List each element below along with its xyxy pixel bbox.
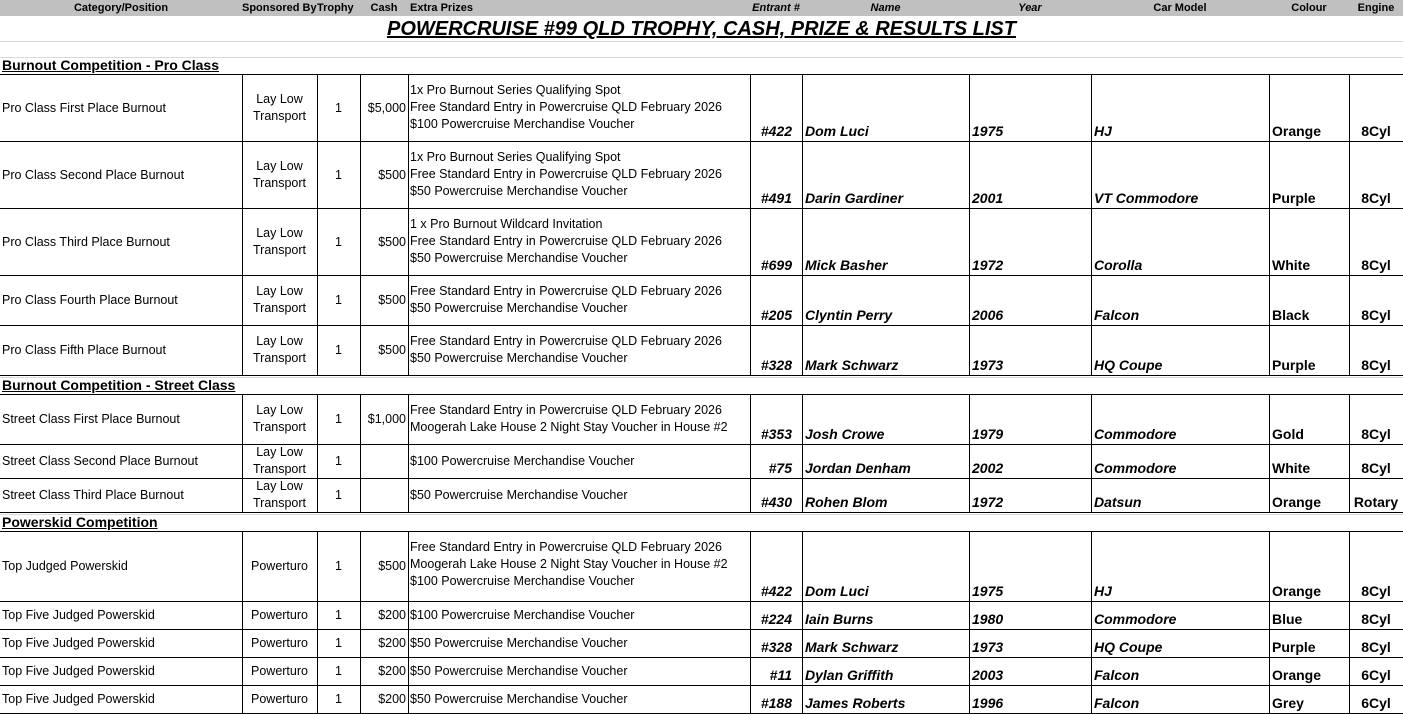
car-year[interactable]: 1972 <box>972 257 1004 273</box>
header-sponsor[interactable]: Sponsored By <box>242 2 317 14</box>
car-colour[interactable]: Black <box>1272 307 1310 323</box>
category-cell[interactable]: Pro Class First Place Burnout <box>2 100 166 115</box>
grid-line <box>0 41 1403 42</box>
entrant-name[interactable]: Mark Schwarz <box>805 639 899 655</box>
column-border <box>317 74 318 375</box>
sponsor-line-2[interactable]: Transport <box>252 108 307 123</box>
sponsor-cell[interactable]: Powerturo <box>251 692 308 706</box>
column-border <box>1269 394 1270 512</box>
extra-prize-line[interactable]: Free Standard Entry in Powercruise QLD February 2026 <box>410 403 722 417</box>
sponsor-line-1[interactable]: Lay Low <box>256 479 303 493</box>
extra-prize-line[interactable]: Moogerah Lake House 2 Night Stay Voucher in House #2 <box>410 557 728 571</box>
header-extra-prizes[interactable]: Extra Prizes <box>408 0 750 16</box>
engine-type[interactable]: 6Cyl <box>1361 695 1391 711</box>
column-border <box>802 394 803 512</box>
column-border <box>750 74 751 375</box>
car-model[interactable]: Falcon <box>1094 307 1140 323</box>
car-model[interactable]: VT Commodore <box>1094 190 1199 206</box>
car-model[interactable]: HQ Coupe <box>1094 639 1163 655</box>
sponsor-line-1[interactable]: Lay Low <box>256 225 303 240</box>
sponsor-line-1[interactable]: Lay Low <box>256 158 303 173</box>
column-border <box>1269 74 1270 375</box>
column-border <box>802 74 803 375</box>
entrant-number[interactable]: #699 <box>760 257 792 273</box>
entrant-number[interactable]: #328 <box>760 639 792 655</box>
column-border <box>969 394 970 512</box>
row-border <box>0 685 1403 686</box>
entrant-name[interactable]: Dylan Griffith <box>805 667 894 683</box>
row-border <box>0 394 1403 395</box>
entrant-number[interactable]: #491 <box>760 190 792 206</box>
cash-cell[interactable]: $200 <box>378 692 406 706</box>
trophy-cell[interactable]: 1 <box>335 167 342 182</box>
entrant-number[interactable]: #11 <box>769 667 792 683</box>
sponsor-cell[interactable]: Powerturo <box>251 559 308 573</box>
trophy-cell[interactable]: 1 <box>335 692 342 706</box>
car-colour[interactable]: White <box>1272 257 1311 273</box>
trophy-cell[interactable]: 1 <box>335 293 342 307</box>
row-border <box>0 325 1403 326</box>
entrant-number[interactable]: #430 <box>760 494 792 510</box>
header-colour[interactable]: Colour <box>1269 0 1349 16</box>
entrant-number[interactable]: #188 <box>760 695 792 711</box>
entrant-name[interactable]: Iain Burns <box>805 611 874 627</box>
extra-prize-line[interactable]: $50 Powercruise Merchandise Voucher <box>410 301 628 315</box>
engine-type[interactable]: 8Cyl <box>1361 426 1391 442</box>
sponsor-line-2[interactable]: Transport <box>252 462 307 476</box>
car-year[interactable]: 1975 <box>972 123 1004 139</box>
grid-line <box>0 514 1403 515</box>
row-border <box>0 141 1403 142</box>
header-year[interactable]: Year <box>969 0 1091 16</box>
sponsor-line-2[interactable]: Transport <box>252 420 307 434</box>
row-border <box>0 375 1403 376</box>
sponsor-cell[interactable]: Powerturo <box>251 636 308 650</box>
cash-cell[interactable]: $500 <box>378 234 406 249</box>
cash-cell[interactable]: $1,000 <box>367 412 406 426</box>
sponsor-cell[interactable]: Powerturo <box>251 608 308 622</box>
trophy-cell[interactable]: 1 <box>335 488 342 502</box>
trophy-cell[interactable]: 1 <box>335 234 342 249</box>
car-year[interactable]: 2001 <box>972 190 1004 206</box>
header-entrant[interactable]: Entrant # <box>750 0 802 16</box>
trophy-cell[interactable]: 1 <box>335 454 342 468</box>
car-model[interactable]: Datsun <box>1094 494 1142 510</box>
header-engine[interactable]: Engine <box>1349 0 1403 16</box>
car-colour[interactable]: Orange <box>1272 667 1322 683</box>
cash-cell[interactable]: $500 <box>378 559 406 573</box>
header-name[interactable]: Name <box>802 0 969 16</box>
car-year[interactable]: 2003 <box>972 667 1004 683</box>
sponsor-line-1[interactable]: Lay Low <box>256 403 303 417</box>
entrant-number[interactable]: #224 <box>760 611 792 627</box>
sponsor-line-2[interactable]: Transport <box>252 242 307 257</box>
car-model[interactable]: Corolla <box>1094 257 1143 273</box>
column-border <box>360 74 361 375</box>
extra-prize-line[interactable]: $50 Powercruise Merchandise Voucher <box>410 692 628 706</box>
sponsor-line-2[interactable]: Transport <box>252 351 307 365</box>
extra-prize-line[interactable]: Moogerah Lake House 2 Night Stay Voucher in House #2 <box>410 420 728 434</box>
section-pro-class: Burnout Competition - Pro Class <box>2 57 219 73</box>
row-border <box>0 208 1403 209</box>
cash-cell[interactable]: $200 <box>378 636 406 650</box>
column-border <box>969 74 970 375</box>
category-cell[interactable]: Street Class First Place Burnout <box>2 412 180 426</box>
entrant-name[interactable]: Mark Schwarz <box>805 357 899 373</box>
engine-type[interactable]: 8Cyl <box>1361 460 1391 476</box>
entrant-number[interactable]: #205 <box>760 307 792 323</box>
car-model[interactable]: HJ <box>1094 583 1112 599</box>
car-colour[interactable]: Orange <box>1272 494 1322 510</box>
car-model[interactable]: Commodore <box>1094 460 1177 476</box>
category-cell[interactable]: Top Five Judged Powerskid <box>2 636 155 650</box>
engine-type[interactable]: 8Cyl <box>1361 583 1391 599</box>
car-colour[interactable]: Purple <box>1272 357 1316 373</box>
category-cell[interactable]: Top Judged Powerskid <box>2 559 128 573</box>
extra-prize-line[interactable]: Free Standard Entry in Powercruise QLD February 2026 <box>410 167 722 181</box>
car-model[interactable]: HQ Coupe <box>1094 357 1163 373</box>
row-border <box>0 657 1403 658</box>
extra-prize-line[interactable]: $100 Powercruise Merchandise Voucher <box>410 454 635 468</box>
row-border <box>0 444 1403 445</box>
engine-type[interactable]: 8Cyl <box>1361 190 1391 206</box>
car-year[interactable]: 1973 <box>972 639 1004 655</box>
extra-prize-line[interactable]: $50 Powercruise Merchandise Voucher <box>410 488 628 502</box>
entrant-number[interactable]: #75 <box>768 460 792 476</box>
extra-prize-line[interactable]: Free Standard Entry in Powercruise QLD February 2026 <box>410 284 722 298</box>
car-year[interactable]: 1975 <box>972 583 1004 599</box>
cash-cell[interactable]: $500 <box>378 167 406 182</box>
extra-prize-line[interactable]: Free Standard Entry in Powercruise QLD February 2026 <box>410 540 722 554</box>
category-cell[interactable]: Top Five Judged Powerskid <box>2 664 155 678</box>
extra-prize-line[interactable]: $50 Powercruise Merchandise Voucher <box>410 184 628 198</box>
extra-prize-line[interactable]: Free Standard Entry in Powercruise QLD February 2026 <box>410 234 722 248</box>
engine-type[interactable]: 8Cyl <box>1361 257 1391 273</box>
header-car-model[interactable]: Car Model <box>1091 0 1269 16</box>
car-colour[interactable]: Purple <box>1272 190 1316 206</box>
car-colour[interactable]: Blue <box>1272 611 1303 627</box>
page-title: POWERCRUISE #99 QLD TROPHY, CASH, PRIZE & RESULTS LIST <box>387 18 1016 40</box>
extra-prize-line[interactable]: 1 x Pro Burnout Wildcard Invitation <box>410 217 603 231</box>
car-model[interactable]: HJ <box>1094 123 1112 139</box>
entrant-name[interactable]: Jordan Denham <box>805 460 911 476</box>
extra-prize-line[interactable]: $50 Powercruise Merchandise Voucher <box>410 636 628 650</box>
trophy-cell[interactable]: 1 <box>335 343 342 357</box>
car-year[interactable]: 2006 <box>972 307 1004 323</box>
category-cell[interactable]: Pro Class Second Place Burnout <box>2 167 185 182</box>
entrant-number[interactable]: #353 <box>760 426 792 442</box>
car-model[interactable]: Commodore <box>1094 611 1177 627</box>
entrant-name[interactable]: Dom Luci <box>805 583 869 599</box>
engine-type[interactable]: 8Cyl <box>1361 307 1391 323</box>
entrant-name[interactable]: Dom Luci <box>805 123 869 139</box>
sponsor-line-1[interactable]: Lay Low <box>256 91 303 106</box>
entrant-name[interactable]: Josh Crowe <box>805 426 885 442</box>
row-border <box>0 275 1403 276</box>
car-year[interactable]: 1972 <box>972 494 1004 510</box>
car-colour[interactable]: Purple <box>1272 639 1316 655</box>
row-border <box>0 601 1403 602</box>
row-border <box>0 74 1403 75</box>
category-cell[interactable]: Street Class Second Place Burnout <box>2 454 198 468</box>
section-powerskid: Powerskid Competition <box>2 514 158 530</box>
entrant-name[interactable]: Darin Gardiner <box>805 190 904 206</box>
sponsor-cell[interactable]: Powerturo <box>251 664 308 678</box>
trophy-cell[interactable]: 1 <box>335 664 342 678</box>
column-border <box>1091 394 1092 512</box>
engine-type[interactable]: 6Cyl <box>1361 667 1391 683</box>
cash-cell[interactable]: $200 <box>378 608 406 622</box>
row-border <box>0 531 1403 532</box>
cash-cell[interactable]: $500 <box>378 343 406 357</box>
section-street-class: Burnout Competition - Street Class <box>2 377 236 393</box>
sponsor-line-1[interactable]: Lay Low <box>256 284 303 298</box>
sponsor-line-2[interactable]: Transport <box>252 175 307 190</box>
row-border <box>0 629 1403 630</box>
sponsor-line-1[interactable]: Lay Low <box>256 445 303 459</box>
extra-prize-line[interactable]: 1x Pro Burnout Series Qualifying Spot <box>410 150 621 164</box>
car-year[interactable]: 1996 <box>972 695 1004 711</box>
column-border <box>1349 74 1350 375</box>
car-model[interactable]: Falcon <box>1094 667 1140 683</box>
entrant-name[interactable]: Rohen Blom <box>805 494 888 510</box>
trophy-cell[interactable]: 1 <box>335 559 342 573</box>
extra-prize-line[interactable]: $50 Powercruise Merchandise Voucher <box>410 251 628 265</box>
entrant-name[interactable]: Clyntin Perry <box>805 307 893 323</box>
engine-type[interactable]: 8Cyl <box>1361 611 1391 627</box>
extra-prize-line[interactable]: $100 Powercruise Merchandise Voucher <box>410 608 635 622</box>
sponsor-line-2[interactable]: Transport <box>252 301 307 315</box>
engine-type[interactable]: 8Cyl <box>1361 639 1391 655</box>
sponsor-line-2[interactable]: Transport <box>252 496 307 510</box>
trophy-cell[interactable]: 1 <box>335 100 342 115</box>
car-colour[interactable]: Grey <box>1272 695 1304 711</box>
engine-type[interactable]: 8Cyl <box>1361 123 1391 139</box>
extra-prize-line[interactable]: Free Standard Entry in Powercruise QLD February 2026 <box>410 100 722 114</box>
cash-cell[interactable]: $5,000 <box>367 100 406 115</box>
car-year[interactable]: 1979 <box>972 426 1004 442</box>
extra-prize-line[interactable]: $100 Powercruise Merchandise Voucher <box>410 574 635 588</box>
entrant-number[interactable]: #422 <box>760 583 792 599</box>
extra-prize-line[interactable]: $100 Powercruise Merchandise Voucher <box>410 117 635 131</box>
trophy-cell[interactable]: 1 <box>335 636 342 650</box>
car-model[interactable]: Commodore <box>1094 426 1177 442</box>
column-border <box>408 74 409 375</box>
row-border <box>0 478 1403 479</box>
entrant-name[interactable]: James Roberts <box>805 695 906 711</box>
category-cell[interactable]: Pro Class Fourth Place Burnout <box>2 293 178 307</box>
trophy-cell[interactable]: 1 <box>335 608 342 622</box>
category-cell[interactable]: Top Five Judged Powerskid <box>2 692 155 706</box>
entrant-number[interactable]: #328 <box>760 357 792 373</box>
category-cell[interactable]: Pro Class Third Place Burnout <box>2 234 170 249</box>
header-trophy[interactable]: Trophy <box>317 0 360 16</box>
entrant-name[interactable]: Mick Basher <box>805 257 888 273</box>
trophy-cell[interactable]: 1 <box>335 412 342 426</box>
car-year[interactable]: 1973 <box>972 357 1004 373</box>
sponsor-line-1[interactable]: Lay Low <box>256 334 303 348</box>
engine-type[interactable]: 8Cyl <box>1361 357 1391 373</box>
column-border <box>408 394 409 512</box>
category-cell[interactable]: Pro Class Fifth Place Burnout <box>2 343 166 357</box>
category-cell[interactable]: Top Five Judged Powerskid <box>2 608 155 622</box>
car-colour[interactable]: Orange <box>1272 583 1322 599</box>
cash-cell[interactable]: $200 <box>378 664 406 678</box>
row-border <box>0 512 1403 513</box>
header-category[interactable]: Category/Position <box>0 0 242 16</box>
cash-cell[interactable]: $500 <box>378 293 406 307</box>
car-year[interactable]: 2002 <box>972 460 1004 476</box>
extra-prize-line[interactable]: $50 Powercruise Merchandise Voucher <box>410 664 628 678</box>
car-colour[interactable]: Orange <box>1272 123 1322 139</box>
car-year[interactable]: 1980 <box>972 611 1004 627</box>
car-colour[interactable]: Gold <box>1272 426 1304 442</box>
car-model[interactable]: Falcon <box>1094 695 1140 711</box>
car-colour[interactable]: White <box>1272 460 1311 476</box>
extra-prize-line[interactable]: 1x Pro Burnout Series Qualifying Spot <box>410 83 621 97</box>
entrant-number[interactable]: #422 <box>760 123 792 139</box>
column-border <box>1091 74 1092 375</box>
extra-prize-line[interactable]: Free Standard Entry in Powercruise QLD February 2026 <box>410 334 722 348</box>
engine-type[interactable]: Rotary <box>1353 494 1399 510</box>
header-cash[interactable]: Cash <box>360 0 408 16</box>
extra-prize-line[interactable]: $50 Powercruise Merchandise Voucher <box>410 351 628 365</box>
category-cell[interactable]: Street Class Third Place Burnout <box>2 488 184 502</box>
